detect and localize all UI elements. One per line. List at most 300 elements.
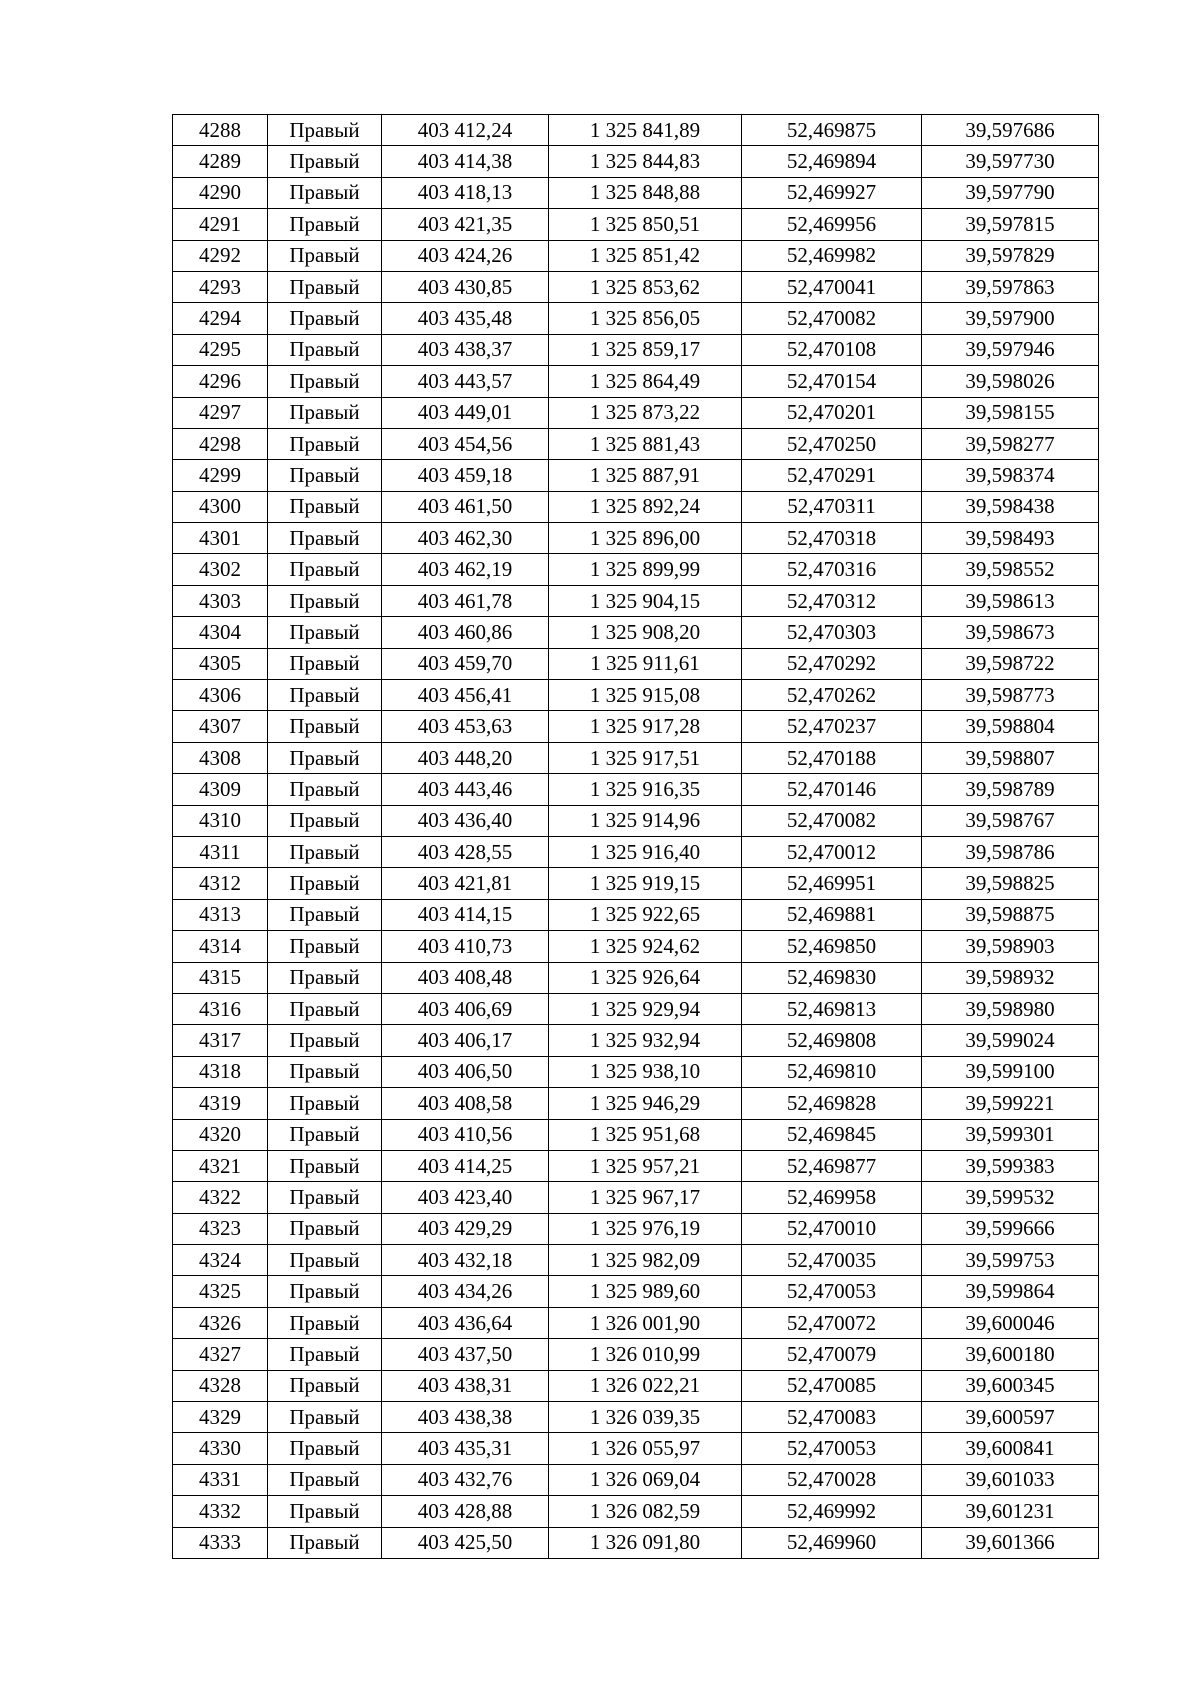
side-cell: Правый <box>268 742 382 773</box>
latitude-cell: 52,469813 <box>742 993 922 1024</box>
latitude-cell: 52,469992 <box>742 1496 922 1527</box>
side-cell: Правый <box>268 1276 382 1307</box>
longitude-cell: 39,599666 <box>922 1213 1099 1244</box>
point-number-cell: 4289 <box>173 146 268 177</box>
point-number-cell: 4295 <box>173 334 268 365</box>
side-cell: Правый <box>268 1025 382 1056</box>
point-number-cell: 4332 <box>173 1496 268 1527</box>
x-coordinate-cell: 403 462,19 <box>382 554 549 585</box>
latitude-cell: 52,470108 <box>742 334 922 365</box>
longitude-cell: 39,599221 <box>922 1088 1099 1119</box>
y-coordinate-cell: 1 325 929,94 <box>549 993 742 1024</box>
table-row <box>173 554 1099 585</box>
side-cell: Правый <box>268 931 382 962</box>
side-cell: Правый <box>268 554 382 585</box>
longitude-cell: 39,601366 <box>922 1527 1099 1558</box>
x-coordinate-cell: 403 421,35 <box>382 209 549 240</box>
latitude-cell: 52,470012 <box>742 836 922 867</box>
y-coordinate-cell: 1 325 917,28 <box>549 711 742 742</box>
y-coordinate-cell: 1 325 887,91 <box>549 460 742 491</box>
point-number-cell: 4328 <box>173 1370 268 1401</box>
table-row <box>173 1527 1099 1558</box>
point-number-cell: 4301 <box>173 523 268 554</box>
longitude-cell: 39,598773 <box>922 680 1099 711</box>
y-coordinate-cell: 1 325 914,96 <box>549 805 742 836</box>
table-row <box>173 366 1099 397</box>
table-row <box>173 397 1099 428</box>
table-row <box>173 334 1099 365</box>
latitude-cell: 52,469845 <box>742 1119 922 1150</box>
longitude-cell: 39,600841 <box>922 1433 1099 1464</box>
side-cell: Правый <box>268 680 382 711</box>
longitude-cell: 39,598980 <box>922 993 1099 1024</box>
x-coordinate-cell: 403 408,48 <box>382 962 549 993</box>
y-coordinate-cell: 1 325 853,62 <box>549 271 742 302</box>
y-coordinate-cell: 1 325 850,51 <box>549 209 742 240</box>
side-cell: Правый <box>268 1370 382 1401</box>
y-coordinate-cell: 1 326 022,21 <box>549 1370 742 1401</box>
latitude-cell: 52,469982 <box>742 240 922 271</box>
longitude-cell: 39,599301 <box>922 1119 1099 1150</box>
side-cell: Правый <box>268 1307 382 1338</box>
longitude-cell: 39,598613 <box>922 585 1099 616</box>
x-coordinate-cell: 403 437,50 <box>382 1339 549 1370</box>
y-coordinate-cell: 1 326 055,97 <box>549 1433 742 1464</box>
x-coordinate-cell: 403 443,57 <box>382 366 549 397</box>
side-cell: Правый <box>268 460 382 491</box>
side-cell: Правый <box>268 366 382 397</box>
table-row <box>173 1402 1099 1433</box>
longitude-cell: 39,601033 <box>922 1464 1099 1495</box>
y-coordinate-cell: 1 326 069,04 <box>549 1464 742 1495</box>
x-coordinate-cell: 403 453,63 <box>382 711 549 742</box>
y-coordinate-cell: 1 325 899,99 <box>549 554 742 585</box>
side-cell: Правый <box>268 836 382 867</box>
point-number-cell: 4290 <box>173 177 268 208</box>
side-cell: Правый <box>268 240 382 271</box>
x-coordinate-cell: 403 460,86 <box>382 617 549 648</box>
side-cell: Правый <box>268 271 382 302</box>
side-cell: Правый <box>268 868 382 899</box>
side-cell: Правый <box>268 177 382 208</box>
latitude-cell: 52,470292 <box>742 648 922 679</box>
table-row <box>173 742 1099 773</box>
point-number-cell: 4323 <box>173 1213 268 1244</box>
x-coordinate-cell: 403 435,48 <box>382 303 549 334</box>
latitude-cell: 52,470316 <box>742 554 922 585</box>
latitude-cell: 52,470250 <box>742 428 922 459</box>
y-coordinate-cell: 1 325 848,88 <box>549 177 742 208</box>
point-number-cell: 4302 <box>173 554 268 585</box>
y-coordinate-cell: 1 325 976,19 <box>549 1213 742 1244</box>
table-row <box>173 868 1099 899</box>
latitude-cell: 52,470010 <box>742 1213 922 1244</box>
longitude-cell: 39,600597 <box>922 1402 1099 1433</box>
x-coordinate-cell: 403 406,50 <box>382 1056 549 1087</box>
x-coordinate-cell: 403 414,15 <box>382 899 549 930</box>
longitude-cell: 39,598875 <box>922 899 1099 930</box>
longitude-cell: 39,600345 <box>922 1370 1099 1401</box>
table-row <box>173 1150 1099 1181</box>
y-coordinate-cell: 1 325 892,24 <box>549 491 742 522</box>
x-coordinate-cell: 403 461,78 <box>382 585 549 616</box>
point-number-cell: 4333 <box>173 1527 268 1558</box>
table-row <box>173 993 1099 1024</box>
point-number-cell: 4292 <box>173 240 268 271</box>
y-coordinate-cell: 1 325 938,10 <box>549 1056 742 1087</box>
x-coordinate-cell: 403 414,25 <box>382 1150 549 1181</box>
longitude-cell: 39,598026 <box>922 366 1099 397</box>
point-number-cell: 4303 <box>173 585 268 616</box>
point-number-cell: 4313 <box>173 899 268 930</box>
point-number-cell: 4296 <box>173 366 268 397</box>
y-coordinate-cell: 1 325 982,09 <box>549 1245 742 1276</box>
y-coordinate-cell: 1 325 967,17 <box>549 1182 742 1213</box>
longitude-cell: 39,601231 <box>922 1496 1099 1527</box>
latitude-cell: 52,470262 <box>742 680 922 711</box>
latitude-cell: 52,470085 <box>742 1370 922 1401</box>
point-number-cell: 4304 <box>173 617 268 648</box>
table-row <box>173 115 1099 146</box>
point-number-cell: 4308 <box>173 742 268 773</box>
table-row <box>173 209 1099 240</box>
y-coordinate-cell: 1 326 082,59 <box>549 1496 742 1527</box>
point-number-cell: 4320 <box>173 1119 268 1150</box>
table-row <box>173 1464 1099 1495</box>
table-row <box>173 711 1099 742</box>
y-coordinate-cell: 1 325 951,68 <box>549 1119 742 1150</box>
longitude-cell: 39,598552 <box>922 554 1099 585</box>
x-coordinate-cell: 403 425,50 <box>382 1527 549 1558</box>
side-cell: Правый <box>268 1402 382 1433</box>
latitude-cell: 52,470035 <box>742 1245 922 1276</box>
table-row <box>173 1370 1099 1401</box>
latitude-cell: 52,470053 <box>742 1276 922 1307</box>
longitude-cell: 39,598438 <box>922 491 1099 522</box>
latitude-cell: 52,469828 <box>742 1088 922 1119</box>
table-row <box>173 523 1099 554</box>
latitude-cell: 52,470312 <box>742 585 922 616</box>
table-row <box>173 491 1099 522</box>
point-number-cell: 4316 <box>173 993 268 1024</box>
latitude-cell: 52,470053 <box>742 1433 922 1464</box>
y-coordinate-cell: 1 325 856,05 <box>549 303 742 334</box>
x-coordinate-cell: 403 428,55 <box>382 836 549 867</box>
table-row <box>173 1307 1099 1338</box>
x-coordinate-cell: 403 406,17 <box>382 1025 549 1056</box>
longitude-cell: 39,598155 <box>922 397 1099 428</box>
longitude-cell: 39,600180 <box>922 1339 1099 1370</box>
table-row <box>173 1433 1099 1464</box>
side-cell: Правый <box>268 805 382 836</box>
point-number-cell: 4288 <box>173 115 268 146</box>
table-row <box>173 931 1099 962</box>
side-cell: Правый <box>268 1182 382 1213</box>
longitude-cell: 39,597686 <box>922 115 1099 146</box>
table-row <box>173 617 1099 648</box>
latitude-cell: 52,470311 <box>742 491 922 522</box>
x-coordinate-cell: 403 449,01 <box>382 397 549 428</box>
longitude-cell: 39,599383 <box>922 1150 1099 1181</box>
side-cell: Правый <box>268 585 382 616</box>
longitude-cell: 39,599100 <box>922 1056 1099 1087</box>
x-coordinate-cell: 403 438,31 <box>382 1370 549 1401</box>
point-number-cell: 4294 <box>173 303 268 334</box>
latitude-cell: 52,469810 <box>742 1056 922 1087</box>
table-row <box>173 271 1099 302</box>
x-coordinate-cell: 403 438,37 <box>382 334 549 365</box>
side-cell: Правый <box>268 1150 382 1181</box>
y-coordinate-cell: 1 325 915,08 <box>549 680 742 711</box>
point-number-cell: 4321 <box>173 1150 268 1181</box>
y-coordinate-cell: 1 325 904,15 <box>549 585 742 616</box>
y-coordinate-cell: 1 325 922,65 <box>549 899 742 930</box>
x-coordinate-cell: 403 454,56 <box>382 428 549 459</box>
side-cell: Правый <box>268 428 382 459</box>
table-row <box>173 1339 1099 1370</box>
longitude-cell: 39,599024 <box>922 1025 1099 1056</box>
point-number-cell: 4317 <box>173 1025 268 1056</box>
side-cell: Правый <box>268 1119 382 1150</box>
table-row <box>173 1496 1099 1527</box>
table-row <box>173 303 1099 334</box>
side-cell: Правый <box>268 1527 382 1558</box>
longitude-cell: 39,597863 <box>922 271 1099 302</box>
y-coordinate-cell: 1 325 916,35 <box>549 774 742 805</box>
latitude-cell: 52,469881 <box>742 899 922 930</box>
x-coordinate-cell: 403 434,26 <box>382 1276 549 1307</box>
x-coordinate-cell: 403 412,24 <box>382 115 549 146</box>
y-coordinate-cell: 1 325 896,00 <box>549 523 742 554</box>
latitude-cell: 52,469808 <box>742 1025 922 1056</box>
y-coordinate-cell: 1 325 946,29 <box>549 1088 742 1119</box>
longitude-cell: 39,597730 <box>922 146 1099 177</box>
point-number-cell: 4309 <box>173 774 268 805</box>
table-row <box>173 962 1099 993</box>
y-coordinate-cell: 1 325 916,40 <box>549 836 742 867</box>
x-coordinate-cell: 403 435,31 <box>382 1433 549 1464</box>
y-coordinate-cell: 1 325 859,17 <box>549 334 742 365</box>
x-coordinate-cell: 403 408,58 <box>382 1088 549 1119</box>
latitude-cell: 52,469850 <box>742 931 922 962</box>
table-row <box>173 177 1099 208</box>
longitude-cell: 39,598493 <box>922 523 1099 554</box>
point-number-cell: 4293 <box>173 271 268 302</box>
y-coordinate-cell: 1 325 911,61 <box>549 648 742 679</box>
x-coordinate-cell: 403 410,56 <box>382 1119 549 1150</box>
y-coordinate-cell: 1 325 881,43 <box>549 428 742 459</box>
longitude-cell: 39,597790 <box>922 177 1099 208</box>
y-coordinate-cell: 1 325 908,20 <box>549 617 742 648</box>
longitude-cell: 39,598277 <box>922 428 1099 459</box>
latitude-cell: 52,469875 <box>742 115 922 146</box>
point-number-cell: 4311 <box>173 836 268 867</box>
point-number-cell: 4307 <box>173 711 268 742</box>
point-number-cell: 4325 <box>173 1276 268 1307</box>
longitude-cell: 39,597815 <box>922 209 1099 240</box>
point-number-cell: 4327 <box>173 1339 268 1370</box>
table-row <box>173 1182 1099 1213</box>
x-coordinate-cell: 403 430,85 <box>382 271 549 302</box>
latitude-cell: 52,469960 <box>742 1527 922 1558</box>
point-number-cell: 4297 <box>173 397 268 428</box>
table-row <box>173 1213 1099 1244</box>
y-coordinate-cell: 1 326 001,90 <box>549 1307 742 1338</box>
table-row <box>173 899 1099 930</box>
latitude-cell: 52,470146 <box>742 774 922 805</box>
table-row <box>173 146 1099 177</box>
x-coordinate-cell: 403 424,26 <box>382 240 549 271</box>
x-coordinate-cell: 403 436,40 <box>382 805 549 836</box>
x-coordinate-cell: 403 421,81 <box>382 868 549 899</box>
side-cell: Правый <box>268 1496 382 1527</box>
table-row <box>173 1056 1099 1087</box>
latitude-cell: 52,470079 <box>742 1339 922 1370</box>
longitude-cell: 39,598825 <box>922 868 1099 899</box>
side-cell: Правый <box>268 962 382 993</box>
point-number-cell: 4324 <box>173 1245 268 1276</box>
x-coordinate-cell: 403 459,70 <box>382 648 549 679</box>
table-row <box>173 648 1099 679</box>
latitude-cell: 52,469894 <box>742 146 922 177</box>
longitude-cell: 39,597900 <box>922 303 1099 334</box>
y-coordinate-cell: 1 326 091,80 <box>549 1527 742 1558</box>
side-cell: Правый <box>268 774 382 805</box>
x-coordinate-cell: 403 428,88 <box>382 1496 549 1527</box>
point-number-cell: 4300 <box>173 491 268 522</box>
side-cell: Правый <box>268 1339 382 1370</box>
side-cell: Правый <box>268 523 382 554</box>
side-cell: Правый <box>268 303 382 334</box>
table-row <box>173 460 1099 491</box>
side-cell: Правый <box>268 1056 382 1087</box>
x-coordinate-cell: 403 448,20 <box>382 742 549 773</box>
y-coordinate-cell: 1 325 926,64 <box>549 962 742 993</box>
side-cell: Правый <box>268 993 382 1024</box>
side-cell: Правый <box>268 115 382 146</box>
latitude-cell: 52,470201 <box>742 397 922 428</box>
y-coordinate-cell: 1 325 932,94 <box>549 1025 742 1056</box>
longitude-cell: 39,600046 <box>922 1307 1099 1338</box>
longitude-cell: 39,597946 <box>922 334 1099 365</box>
longitude-cell: 39,598903 <box>922 931 1099 962</box>
longitude-cell: 39,598673 <box>922 617 1099 648</box>
y-coordinate-cell: 1 325 844,83 <box>549 146 742 177</box>
latitude-cell: 52,470028 <box>742 1464 922 1495</box>
side-cell: Правый <box>268 397 382 428</box>
latitude-cell: 52,469830 <box>742 962 922 993</box>
point-number-cell: 4329 <box>173 1402 268 1433</box>
x-coordinate-cell: 403 423,40 <box>382 1182 549 1213</box>
latitude-cell: 52,470291 <box>742 460 922 491</box>
y-coordinate-cell: 1 325 873,22 <box>549 397 742 428</box>
side-cell: Правый <box>268 334 382 365</box>
latitude-cell: 52,470318 <box>742 523 922 554</box>
point-number-cell: 4310 <box>173 805 268 836</box>
point-number-cell: 4326 <box>173 1307 268 1338</box>
side-cell: Правый <box>268 146 382 177</box>
point-number-cell: 4312 <box>173 868 268 899</box>
y-coordinate-cell: 1 325 864,49 <box>549 366 742 397</box>
latitude-cell: 52,469958 <box>742 1182 922 1213</box>
table-row <box>173 1119 1099 1150</box>
table-row <box>173 774 1099 805</box>
table-row <box>173 1276 1099 1307</box>
longitude-cell: 39,598767 <box>922 805 1099 836</box>
point-number-cell: 4319 <box>173 1088 268 1119</box>
table-row <box>173 240 1099 271</box>
longitude-cell: 39,599532 <box>922 1182 1099 1213</box>
x-coordinate-cell: 403 462,30 <box>382 523 549 554</box>
y-coordinate-cell: 1 326 039,35 <box>549 1402 742 1433</box>
point-number-cell: 4314 <box>173 931 268 962</box>
latitude-cell: 52,469951 <box>742 868 922 899</box>
side-cell: Правый <box>268 209 382 240</box>
y-coordinate-cell: 1 325 919,15 <box>549 868 742 899</box>
table-row <box>173 585 1099 616</box>
table-row <box>173 1245 1099 1276</box>
table-row <box>173 428 1099 459</box>
table-row <box>173 1088 1099 1119</box>
point-number-cell: 4298 <box>173 428 268 459</box>
latitude-cell: 52,470083 <box>742 1402 922 1433</box>
table-row <box>173 805 1099 836</box>
x-coordinate-cell: 403 432,76 <box>382 1464 549 1495</box>
point-number-cell: 4322 <box>173 1182 268 1213</box>
latitude-cell: 52,469956 <box>742 209 922 240</box>
latitude-cell: 52,469877 <box>742 1150 922 1181</box>
side-cell: Правый <box>268 648 382 679</box>
longitude-cell: 39,599753 <box>922 1245 1099 1276</box>
point-number-cell: 4315 <box>173 962 268 993</box>
side-cell: Правый <box>268 1245 382 1276</box>
longitude-cell: 39,598789 <box>922 774 1099 805</box>
coordinates-table <box>172 114 1099 1559</box>
latitude-cell: 52,469927 <box>742 177 922 208</box>
latitude-cell: 52,470237 <box>742 711 922 742</box>
side-cell: Правый <box>268 1464 382 1495</box>
longitude-cell: 39,598722 <box>922 648 1099 679</box>
y-coordinate-cell: 1 325 924,62 <box>549 931 742 962</box>
x-coordinate-cell: 403 406,69 <box>382 993 549 1024</box>
x-coordinate-cell: 403 418,13 <box>382 177 549 208</box>
side-cell: Правый <box>268 899 382 930</box>
side-cell: Правый <box>268 617 382 648</box>
longitude-cell: 39,598807 <box>922 742 1099 773</box>
x-coordinate-cell: 403 459,18 <box>382 460 549 491</box>
side-cell: Правый <box>268 1213 382 1244</box>
point-number-cell: 4306 <box>173 680 268 711</box>
side-cell: Правый <box>268 711 382 742</box>
latitude-cell: 52,470154 <box>742 366 922 397</box>
table-row <box>173 836 1099 867</box>
latitude-cell: 52,470072 <box>742 1307 922 1338</box>
x-coordinate-cell: 403 414,38 <box>382 146 549 177</box>
side-cell: Правый <box>268 1088 382 1119</box>
table-row <box>173 680 1099 711</box>
point-number-cell: 4318 <box>173 1056 268 1087</box>
y-coordinate-cell: 1 325 851,42 <box>549 240 742 271</box>
longitude-cell: 39,598786 <box>922 836 1099 867</box>
latitude-cell: 52,470082 <box>742 303 922 334</box>
x-coordinate-cell: 403 438,38 <box>382 1402 549 1433</box>
x-coordinate-cell: 403 436,64 <box>382 1307 549 1338</box>
x-coordinate-cell: 403 432,18 <box>382 1245 549 1276</box>
longitude-cell: 39,598804 <box>922 711 1099 742</box>
y-coordinate-cell: 1 325 917,51 <box>549 742 742 773</box>
y-coordinate-cell: 1 326 010,99 <box>549 1339 742 1370</box>
latitude-cell: 52,470303 <box>742 617 922 648</box>
